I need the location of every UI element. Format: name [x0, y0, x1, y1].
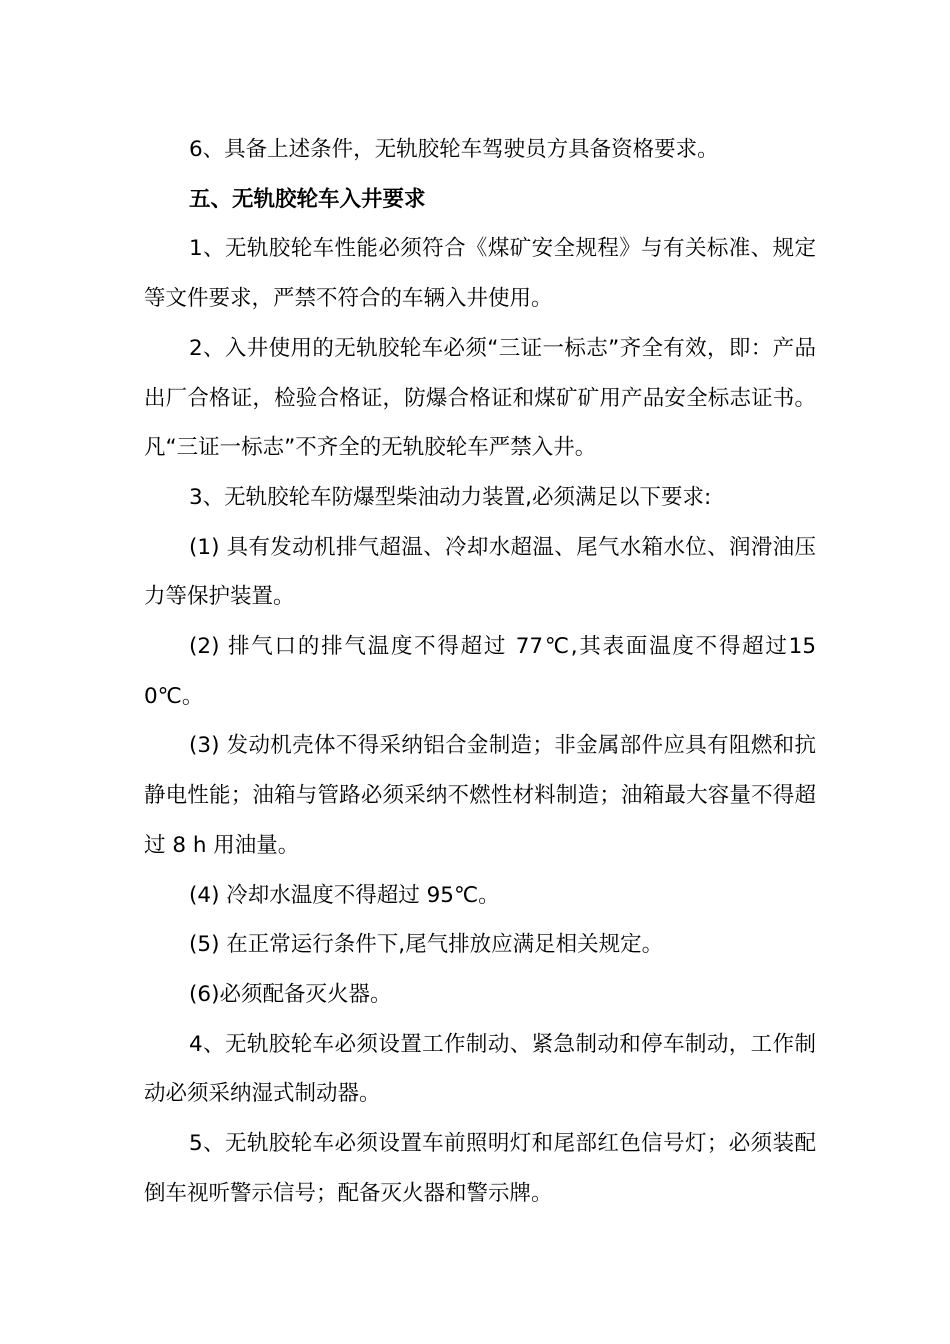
sub-item-4: (4) 冷却水温度不得超过 95℃。	[189, 882, 500, 908]
document-body	[144, 125, 816, 1218]
sub-item-6: (6)必须配备灭火器。	[189, 981, 392, 1007]
sub-item-3: (3) 发动机壳体不得采纳铝合金制造；非金属部件应具有阻燃和抗静电性能；油箱与管路必须采纳不燃性材料制造；油箱最大容量不得超过 8 h 用油量。	[144, 733, 816, 858]
paragraph-item-4: 4、无轨胶轮车必须设置工作制动、紧急制动和停车制动，工作制动必须采纳湿式制动器。	[144, 1031, 816, 1107]
paragraph-item-2: 2、入井使用的无轨胶轮车必须“三证一标志”齐全有效，即：产品出厂合格证，检验合格证，防爆合格证和煤矿矿用产品安全标志证书。凡“三证一标志”不齐全的无轨胶轮车严禁入井。	[144, 335, 816, 461]
sub-item-5: (5) 在正常运行条件下,尾气排放应满足相关规定。	[189, 932, 664, 958]
section-heading: 五、无轨胶轮车入井要求	[189, 186, 426, 212]
paragraph-item-6: 6、具备上述条件，无轨胶轮车驾驶员方具备资格要求。	[189, 137, 719, 162]
paragraph-item-3: 3、无轨胶轮车防爆型柴油动力装置,必须满足以下要求:	[189, 484, 712, 510]
paragraph-item-1: 1、无轨胶轮车性能必须符合《煤矿安全规程》与有关标准、规定等文件要求，严禁不符合的车辆入井使用。	[144, 236, 816, 312]
sub-item-1: (1) 具有发动机排气超温、冷却水超温、尾气水箱水位、润滑油压力等保护装置。	[144, 534, 816, 610]
sub-item-2: (2) 排气口的排气温度不得超过 77℃,其表面温度不得超过150℃。	[144, 634, 816, 709]
paragraph-item-5: 5、无轨胶轮车必须设置车前照明灯和尾部红色信号灯；必须装配倒车视听警示信号；配备灭火器和警示牌。	[144, 1131, 816, 1206]
